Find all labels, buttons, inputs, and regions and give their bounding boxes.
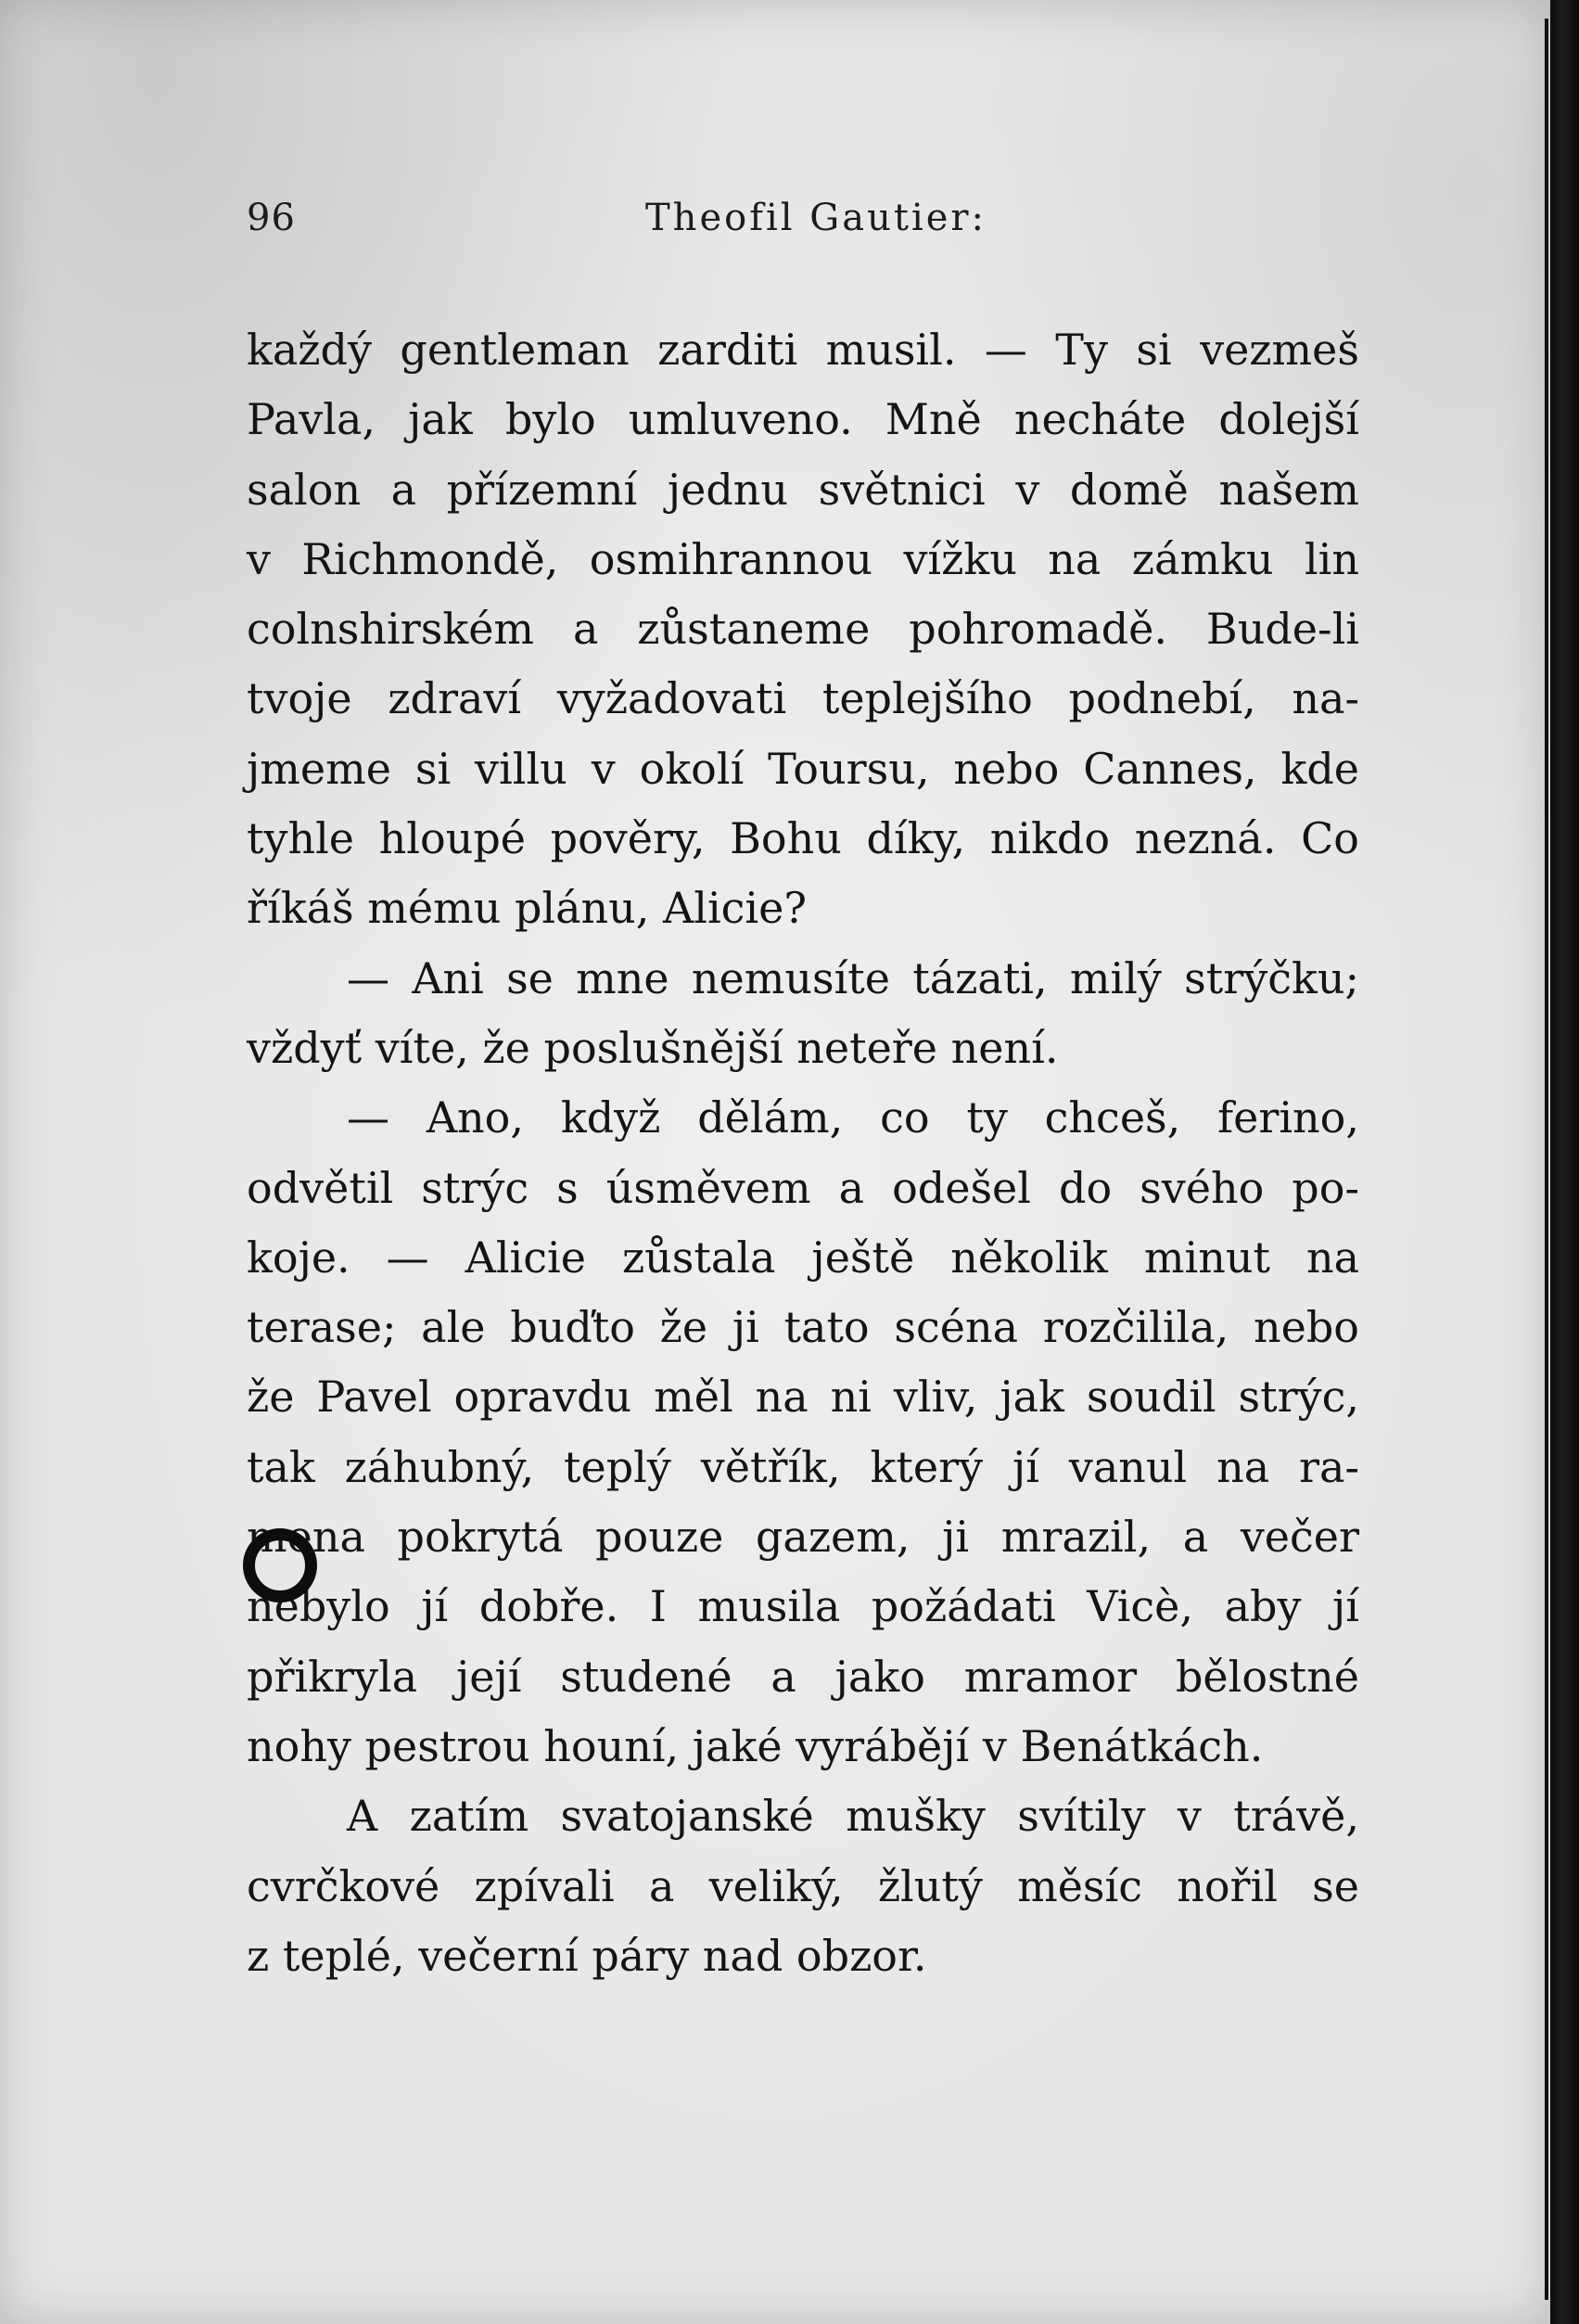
text-line: odvětil strýc s úsměvem a odešel do svého po- [247,1162,1359,1213]
text-line: přikryla její studené a jako mramor bělostné [247,1651,1359,1702]
body-text [247,315,1359,1991]
text-line: cvrčkové zpívali a veliký, žlutý měsíc nořil se [247,1860,1359,1911]
ring-stamp-mark [243,1528,317,1603]
text-line: Pavla, jak bylo umluveno. Mně necháte dolejší [247,394,1359,445]
text-line: tak záhubný, teplý větřík, který jí vanul na ra- [247,1441,1359,1492]
text-line: — Ani se mne nemusíte tázati, milý strýčku; [347,952,1359,1003]
text-line: mena pokrytá pouze gazem, ji mrazil, a večer [247,1512,1359,1563]
text-line: koje. — Alicie zůstala ještě několik minut na [247,1232,1359,1283]
text-line: vždyť víte, že poslušnější neteře není. [247,1022,1059,1073]
page-number: 96 [247,197,296,239]
page-header [247,197,1378,252]
text-line: tyhle hloupé pověry, Bohu díky, nikdo nezná. Co [247,813,1359,864]
text-line: nebylo jí dobře. I musila požádati Vicè, aby jí [247,1581,1359,1632]
text-line: že Pavel opravdu měl na ni vliv, jak soudil strýc, [247,1372,1359,1423]
text-line: — Ano, když dělám, co ty chceš, ferino, [347,1092,1359,1143]
text-line: salon a přízemní jednu světnici v domě našem [247,464,1359,515]
scan-edge-shadow [1550,0,1579,2324]
text-line: nohy pestrou houní, jaké vyrábějí v Benátkách. [247,1720,1264,1771]
text-line: colnshirském a zůstaneme pohromadě. Bude-li [247,604,1359,655]
text-line: A zatím svatojanské mušky svítily v trávě, [347,1791,1359,1842]
running-title: Theofil Gautier: [645,197,987,239]
text-line: tvoje zdraví vyžadovati teplejšího podnebí, na- [247,673,1359,724]
text-line: každý gentleman zarditi musil. — Ty si vezmeš [247,325,1359,375]
text-line: v Richmondě, osmihrannou vížku na zámku lin [247,533,1359,584]
text-line: terase; ale buďto že ji tato scéna rozčilila, nebo [247,1302,1359,1353]
text-line: říkáš mému plánu, Alicie? [247,883,808,934]
text-line: jmeme si villu v okolí Toursu, nebo Cannes, kde [247,743,1359,794]
page-edge-line [1545,19,1548,2300]
text-line: z teplé, večerní páry nad obzor. [247,1930,927,1981]
